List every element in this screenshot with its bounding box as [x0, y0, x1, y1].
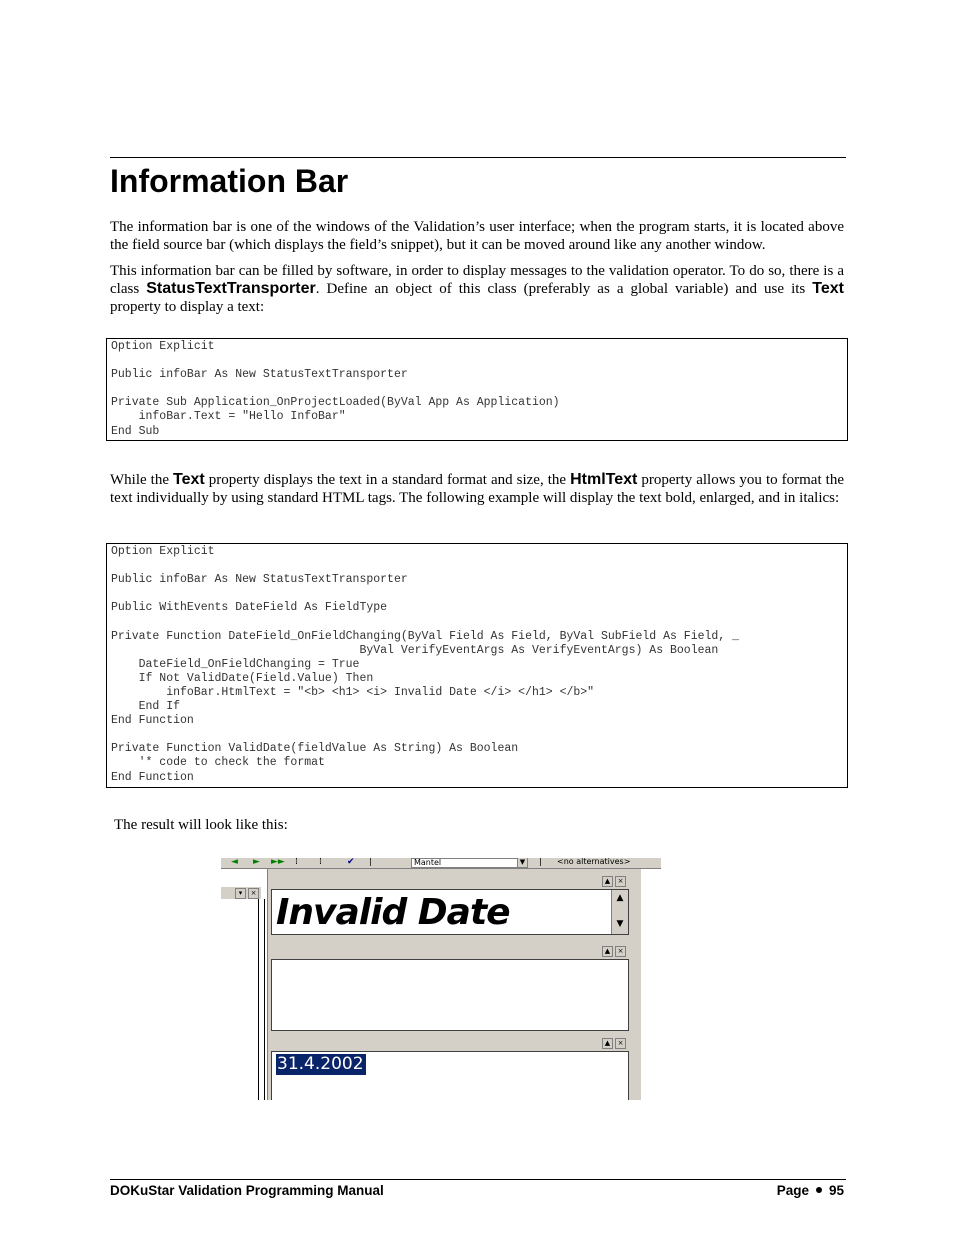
paragraph-class: This information bar can be filled by software, in order to display messages to the validation operator. To do so, there is a class StatusTextTransporter. Define an object of this class (preferably as a global variable) and use its Text property to display a text:: [110, 263, 844, 315]
result-screenshot: [221, 858, 661, 1100]
next-icon[interactable]: ►: [253, 858, 260, 867]
property-name: HtmlText: [570, 471, 638, 488]
paragraph-htmltext: While the Text property displays the text in a standard format and size, the HtmlText property allows you to format the text individually by using standard HTML tags. The following example will display the text bold, enlarged, and in italics:: [110, 471, 844, 506]
chevron-up-icon[interactable]: ▲: [602, 876, 613, 887]
paragraph-result: The result will look like this:: [114, 817, 288, 833]
field-pane-header: [268, 1037, 642, 1049]
close-icon[interactable]: ×: [615, 946, 626, 957]
bullet-icon: [816, 1187, 822, 1193]
divider: [258, 899, 259, 1100]
paragraph-intro: The information bar is one of the windows of the Validation’s user interface; when the program starts, it is located above the field source bar (which displays the field’s snippet), but it can be moved around like any another window.: [110, 219, 844, 253]
page-number: 95: [828, 1183, 844, 1198]
class-name: StatusTextTransporter: [146, 280, 316, 297]
toolbar: [221, 858, 661, 869]
separator-icon: |: [369, 858, 373, 867]
last-icon[interactable]: ►►: [271, 858, 285, 867]
information-bar: [271, 889, 629, 935]
separator-icon: |: [539, 858, 543, 867]
right-edge: [641, 869, 661, 1100]
tool-icon[interactable]: ⁞: [295, 858, 298, 867]
docking-panel: [267, 869, 643, 1100]
empty-pane: [271, 959, 629, 1031]
pane-header: [268, 945, 642, 957]
header-rule: [110, 157, 846, 158]
alternatives-combo[interactable]: <no alternatives>: [555, 858, 661, 866]
info-bar-header: [268, 875, 642, 887]
left-pane-header: [221, 887, 261, 899]
info-bar-text: Invalid Date: [276, 892, 510, 933]
property-name: Text: [812, 280, 844, 297]
scrollbar[interactable]: [611, 890, 628, 934]
tool-icon[interactable]: ⁞: [319, 858, 322, 867]
close-icon[interactable]: ×: [615, 1038, 626, 1049]
field-value[interactable]: 31.4.2002: [277, 1054, 364, 1074]
chevron-down-icon[interactable]: ▼: [517, 858, 528, 868]
property-name: Text: [173, 471, 205, 488]
scroll-up-icon[interactable]: ▲: [616, 893, 624, 903]
scroll-down-icon[interactable]: ▼: [616, 919, 624, 929]
footer-rule: [110, 1179, 846, 1180]
field-combo[interactable]: Mantel: [411, 858, 525, 868]
code-block-2: Option Explicit Public infoBar As New StatusTextTransporter Public WithEvents DateField As FieldType Private Function DateField_OnFieldChanging(ByVal Field As Field, ByVal SubField As Field, _ ByVal VerifyEventArgs As VerifyEventArgs) As Boolean DateField_OnFieldChanging = True If Not ValidDate(Field.Value) Then infoBar.HtmlText = "<b> <h1> <i> Invalid Date </i> </h1> </b>" End If End Function Private Function ValidDate(fieldValue As String) As Boolean '* code to check the format End Function: [106, 543, 848, 788]
check-icon[interactable]: ✔: [347, 858, 355, 867]
chevron-up-icon[interactable]: ▲: [602, 1038, 613, 1049]
close-icon[interactable]: ×: [248, 888, 259, 899]
page-title: Information Bar: [110, 163, 349, 199]
footer-title: DOKuStar Validation Programming Manual: [110, 1183, 384, 1198]
dock-menu-icon[interactable]: ▾: [235, 888, 246, 899]
prev-icon[interactable]: ◄: [231, 858, 238, 867]
left-pane: [221, 869, 265, 1100]
close-icon[interactable]: ×: [615, 876, 626, 887]
chevron-up-icon[interactable]: ▲: [602, 946, 613, 957]
code-block-1: Option Explicit Public infoBar As New StatusTextTransporter Private Sub Application_OnProjectLoaded(ByVal App As Application) infoBar.Text = "Hello InfoBar" End Sub: [106, 338, 848, 441]
field-edit-pane[interactable]: [271, 1051, 629, 1100]
footer-page: Page 95: [776, 1183, 844, 1198]
divider: [264, 899, 265, 1100]
